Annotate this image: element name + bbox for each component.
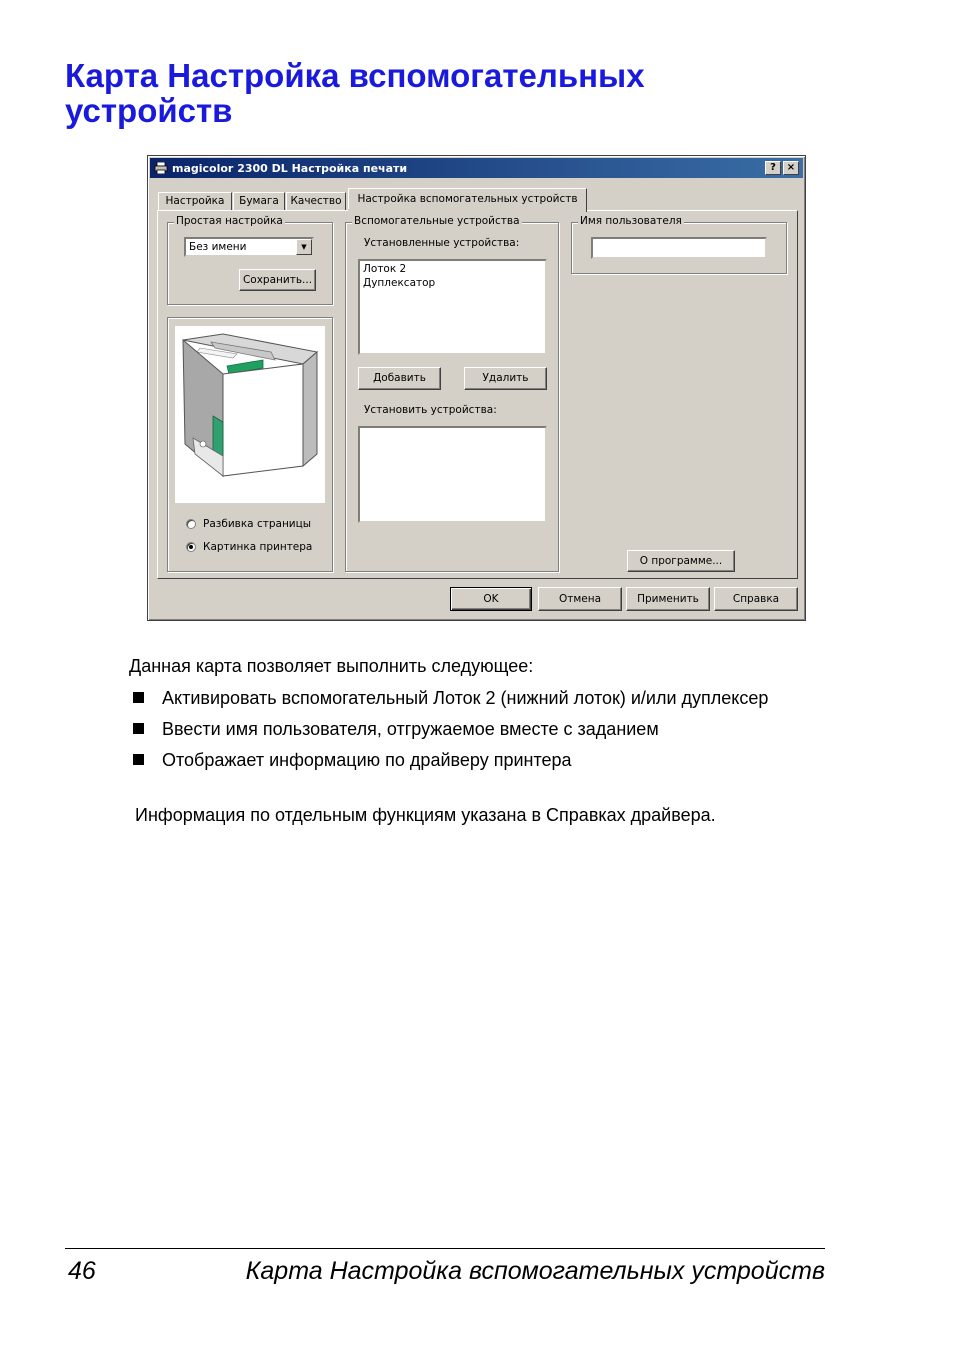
tab-panel — [157, 210, 798, 579]
footer-title: Карта Настройка вспомогательных устройств — [245, 1257, 825, 1285]
feature-list — [130, 687, 830, 780]
printer-illustration-icon — [175, 326, 325, 503]
ok-button[interactable]: OK — [450, 587, 532, 611]
printer-preview — [175, 326, 325, 503]
user-name-group — [571, 215, 787, 274]
installed-options-list[interactable] — [358, 259, 547, 355]
save-button[interactable]: Сохранить... — [239, 269, 316, 291]
user-name-legend: Имя пользователя — [580, 215, 682, 227]
tab-quality[interactable]: Качество — [286, 192, 346, 211]
install-label: Установить устройства: — [364, 404, 497, 416]
about-button[interactable]: О программе... — [627, 550, 735, 572]
apply-button[interactable]: Применить — [626, 587, 710, 611]
bullet-square-icon — [133, 723, 144, 734]
list-item — [130, 749, 830, 772]
printer-image-label: Картинка принтера — [203, 541, 313, 553]
bullet-text: Активировать вспомогательный Лоток 2 (нижний лоток) и/или дуплексер — [162, 688, 769, 708]
installed-label: Установленные устройства: — [364, 237, 520, 249]
options-legend: Вспомогательные устройства — [354, 215, 520, 227]
close-button[interactable]: × — [783, 161, 799, 175]
tab-paper[interactable]: Бумага — [233, 192, 285, 211]
add-button[interactable]: Добавить — [358, 367, 441, 390]
page-layout-label: Разбивка страницы — [203, 518, 312, 530]
available-options-list[interactable] — [358, 426, 547, 523]
setup-combo-value: Без имени — [189, 241, 247, 253]
page-title-line-2: устройств — [65, 92, 233, 129]
remove-button[interactable]: Удалить — [464, 367, 547, 390]
radio-unchecked-icon[interactable] — [186, 519, 196, 529]
page-layout-radio[interactable] — [186, 518, 311, 530]
help-button[interactable]: Справка — [714, 587, 798, 611]
options-group — [345, 215, 559, 572]
page-title-line-1: Карта Настройка вспомогательных — [65, 57, 645, 94]
bullet-text: Ввести имя пользователя, отгружаемое вместе с заданием — [162, 719, 659, 739]
preview-group — [167, 317, 333, 572]
simple-setup-legend: Простая настройка — [176, 215, 283, 227]
setup-combo[interactable] — [184, 237, 314, 257]
help-titlebar-button[interactable]: ? — [765, 161, 781, 175]
printer-image-radio[interactable] — [186, 541, 312, 553]
list-item — [130, 718, 830, 741]
list-item — [130, 687, 830, 710]
page-title — [65, 58, 645, 128]
chevron-down-icon[interactable]: ▼ — [296, 239, 312, 255]
footer-divider — [65, 1248, 825, 1249]
radio-checked-icon[interactable] — [186, 542, 196, 552]
list-item[interactable]: Лоток 2 — [363, 263, 407, 275]
intro-text: Данная карта позволяет выполнить следующее: — [129, 656, 534, 676]
printer-icon — [154, 162, 168, 174]
list-item[interactable]: Дуплексатор — [363, 277, 436, 289]
simple-setup-group — [167, 215, 333, 305]
cancel-button[interactable]: Отмена — [538, 587, 622, 611]
note-text: Информация по отдельным функциям указана в Справках драйвера. — [135, 805, 716, 825]
bullet-text: Отображает информацию по драйверу принтера — [162, 750, 572, 770]
dialog-titlebar[interactable] — [150, 158, 803, 178]
tab-setup[interactable]: Настройка — [158, 192, 232, 211]
tab-options[interactable]: Настройка вспомогательных устройств — [348, 188, 587, 212]
bullet-square-icon — [133, 692, 144, 703]
bullet-square-icon — [133, 754, 144, 765]
user-name-input[interactable] — [591, 237, 767, 259]
page-number: 46 — [68, 1257, 96, 1285]
dialog-title: magicolor 2300 DL Настройка печати — [172, 161, 408, 175]
active-tab-joint — [348, 209, 576, 212]
print-settings-dialog — [147, 155, 806, 621]
